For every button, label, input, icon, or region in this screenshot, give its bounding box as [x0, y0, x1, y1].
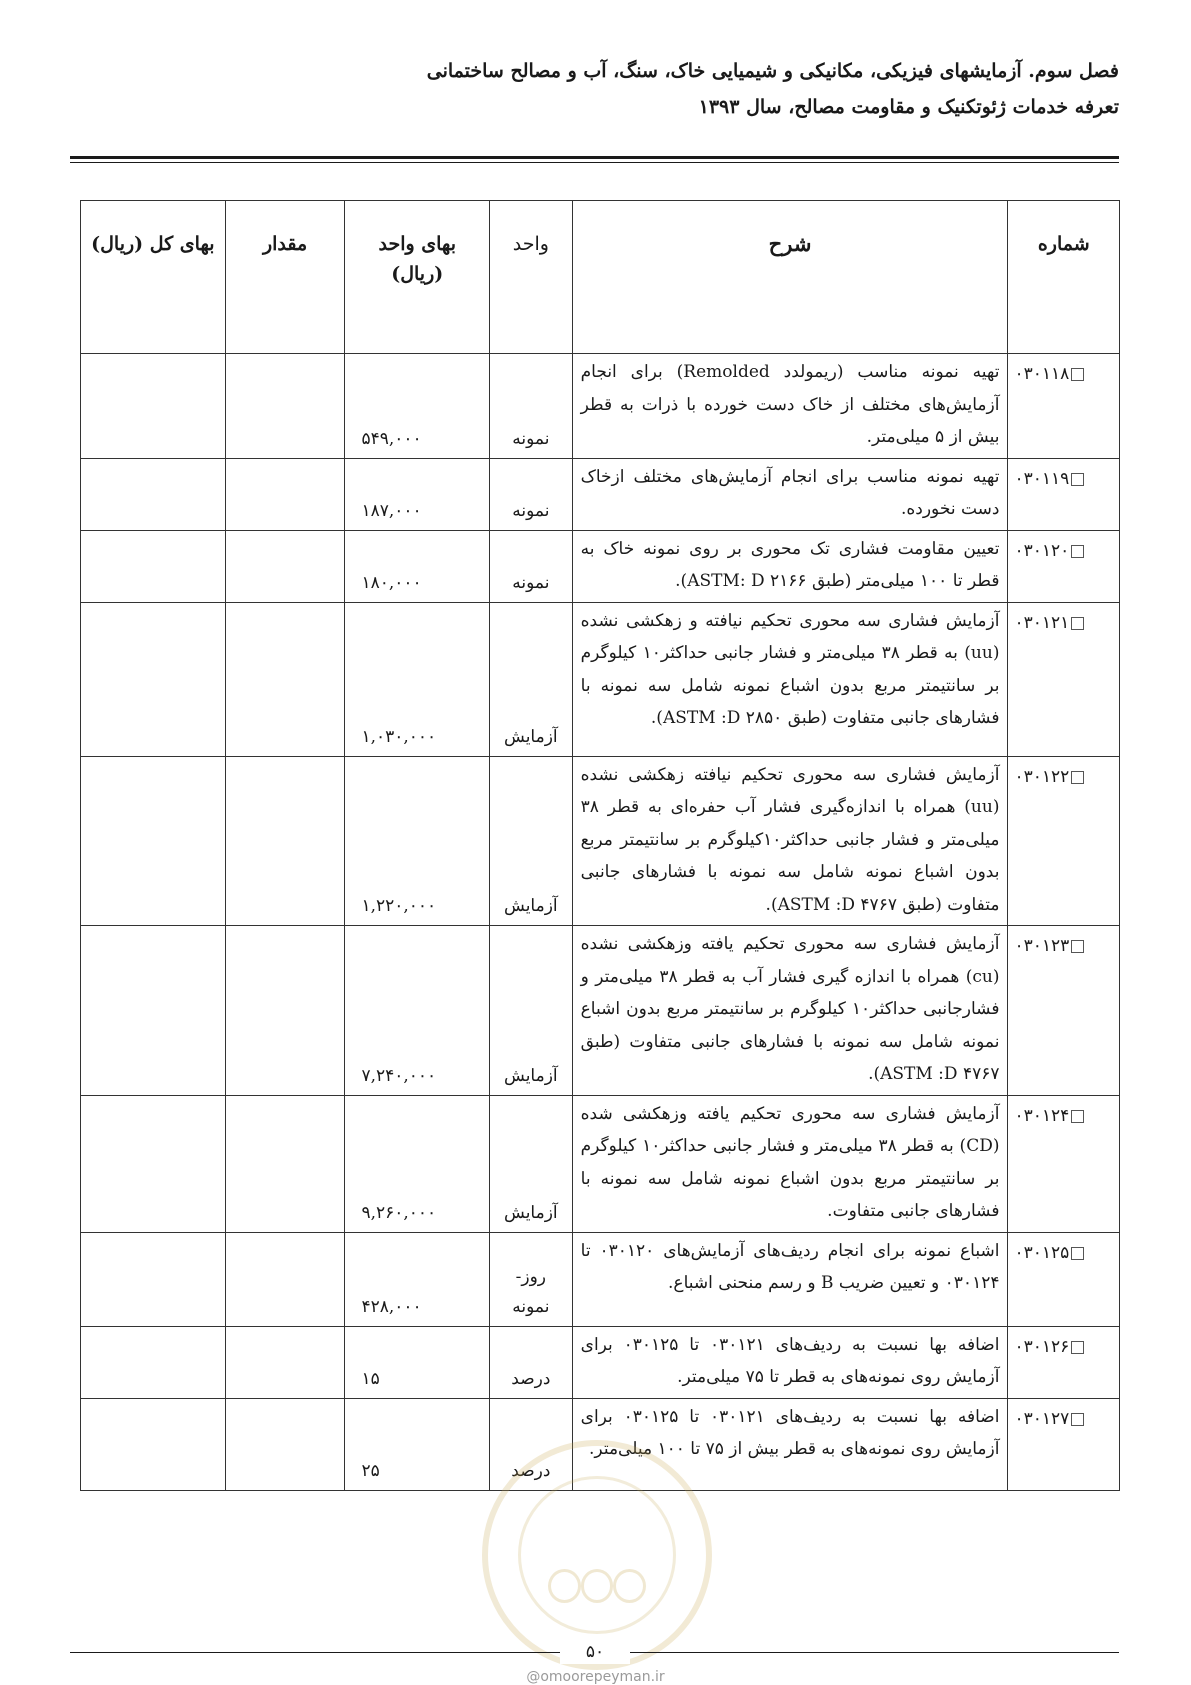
table-row: [81, 1232, 1120, 1326]
row-unit: آزمایش: [490, 602, 573, 756]
table-row: [81, 1326, 1120, 1398]
row-unit: آزمایش: [490, 1095, 573, 1232]
header-description: شرح: [572, 201, 1008, 354]
row-number-text: ۰۳۰۱۱۹: [1014, 468, 1070, 489]
row-quantity: [225, 756, 345, 926]
header-total-price: بهای کل (ریال): [81, 201, 226, 354]
row-description: آزمایش فشاری سه محوری تحکیم نیافته و زهکشی نشده (uu) به قطر ۳۸ میلی‌متر و فشار جانبی حداکثر۱۰ کیلوگرم بر سانتیمتر مربع بدون اشباع نمونه شامل سه نمونه با فشارهای جانبی متفاوت (طبق ASTM :D ۲۸۵۰).: [572, 602, 1008, 756]
note-marker-icon: [1071, 940, 1084, 953]
row-unit-price: ۲۵: [345, 1398, 490, 1490]
row-description: اشباع نمونه برای انجام ردیف‌های آزمایش‌های ۰۳۰۱۲۰ تا ۰۳۰۱۲۴ و تعیین ضریب B و رسم منحنی اشباع.: [572, 1232, 1008, 1326]
note-marker-icon: [1071, 1341, 1084, 1354]
row-number: [1008, 354, 1120, 459]
row-total-price: [81, 1095, 226, 1232]
row-number-text: ۰۳۰۱۲۱: [1014, 612, 1070, 633]
row-unit: درصد: [490, 1398, 573, 1490]
row-total-price: [81, 602, 226, 756]
at-icon: @: [526, 1669, 541, 1685]
row-quantity: [225, 926, 345, 1096]
table-row: [81, 926, 1120, 1096]
row-quantity: [225, 458, 345, 530]
row-unit: نمونه: [490, 458, 573, 530]
row-number: [1008, 1095, 1120, 1232]
header-number: شماره: [1008, 201, 1120, 354]
row-total-price: [81, 926, 226, 1096]
row-unit-price: ۱,۰۳۰,۰۰۰: [345, 602, 490, 756]
seal-inner-ring: [518, 1476, 676, 1634]
note-marker-icon: [1071, 617, 1084, 630]
watermark-text: omoorepeyman.ir: [540, 1669, 665, 1685]
page-number: ۵۰: [560, 1640, 630, 1664]
row-number-text: ۰۳۰۱۲۶: [1014, 1336, 1070, 1357]
table-row: [81, 756, 1120, 926]
row-number-text: ۰۳۰۱۲۳: [1014, 936, 1070, 956]
row-description: تهیه نمونه مناسب (ریمولدد Remolded) برای انجام آزمایش‌های مختلف از خاک دست خورده با ذرات به قطر بیش از ۵ میلی‌متر.: [572, 354, 1008, 459]
row-unit-price: ۵۴۹,۰۰۰: [345, 354, 490, 459]
row-unit-price: ۱۵: [345, 1326, 490, 1398]
note-marker-icon: [1071, 368, 1084, 381]
page-header: [72, 58, 1119, 120]
row-number-text: ۰۳۰۱۲۵: [1014, 1242, 1070, 1263]
document-title: تعرفه خدمات ژئوتکنیک و مقاومت مصالح، سال ۱۳۹۳: [698, 96, 1119, 118]
row-quantity: [225, 354, 345, 459]
row-description: اضافه بها نسبت به ردیف‌های ۰۳۰۱۲۱ تا ۰۳۰۱۲۵ برای آزمایش روی نمونه‌های به قطر بیش از ۷۵ تا ۱۰۰ میلی‌متر.: [572, 1398, 1008, 1490]
row-unit: درصد: [490, 1326, 573, 1398]
row-unit: نمونه: [490, 354, 573, 459]
row-total-price: [81, 1398, 226, 1490]
row-total-price: [81, 354, 226, 459]
row-unit-price: ۹,۲۶۰,۰۰۰: [345, 1095, 490, 1232]
row-description: تهیه نمونه مناسب برای انجام آزمایش‌های مختلف ازخاک دست نخورده.: [572, 458, 1008, 530]
row-description: تعیین مقاومت فشاری تک محوری بر روی نمونه خاک به قطر تا ۱۰۰ میلی‌متر (طبق ASTM: D ۲۱۶۶).: [572, 530, 1008, 602]
row-quantity: [225, 1398, 345, 1490]
header-unit-price: بهای واحد (ریال): [345, 201, 490, 354]
row-number: [1008, 1326, 1120, 1398]
row-quantity: [225, 1095, 345, 1232]
note-marker-icon: [1071, 771, 1084, 784]
row-number-text: ۰۳۰۱۲۴: [1014, 1105, 1070, 1126]
table-row: [81, 354, 1120, 459]
row-description: آزمایش فشاری سه محوری تحکیم نیافته زهکشی نشده (uu) همراه با اندازه‌گیری فشار آب حفره‌ای به قطر ۳۸ میلی‌متر و فشار جانبی حداکثر۱۰کیلوگرم بر سانتیمتر مربع بدون اشباع نمونه شامل سه نمونه با فشارهای جانبی متفاوت (طبق ASTM :D ۴۷۶۷).: [572, 756, 1008, 926]
table-row: [81, 1095, 1120, 1232]
site-watermark: [0, 1670, 1191, 1684]
row-unit-price: ۴۲۸,۰۰۰: [345, 1232, 490, 1326]
note-marker-icon: [1071, 473, 1084, 486]
header-rule-thick: [70, 156, 1119, 159]
note-marker-icon: [1071, 1110, 1084, 1123]
table-header-row: [81, 201, 1120, 354]
seal-emblems: [548, 1569, 646, 1609]
row-number: [1008, 1232, 1120, 1326]
row-unit: روز- نمونه: [490, 1232, 573, 1326]
row-unit-price: ۷,۲۴۰,۰۰۰: [345, 926, 490, 1096]
row-total-price: [81, 530, 226, 602]
row-number-text: ۰۳۰۱۱۸: [1014, 364, 1070, 384]
row-number-text: ۰۳۰۱۲۰: [1014, 540, 1070, 561]
note-marker-icon: [1071, 1247, 1084, 1260]
header-rule-thin: [70, 162, 1119, 163]
row-number: [1008, 756, 1120, 926]
row-quantity: [225, 1232, 345, 1326]
table-row: [81, 458, 1120, 530]
row-unit: آزمایش: [490, 926, 573, 1096]
row-total-price: [81, 458, 226, 530]
row-description: اضافه بها نسبت به ردیف‌های ۰۳۰۱۲۱ تا ۰۳۰۱۲۵ برای آزمایش روی نمونه‌های به قطر تا ۷۵ میلی‌متر.: [572, 1326, 1008, 1398]
row-unit-price: ۱۸۷,۰۰۰: [345, 458, 490, 530]
header-quantity: مقدار: [225, 201, 345, 354]
row-unit: نمونه: [490, 530, 573, 602]
note-marker-icon: [1071, 545, 1084, 558]
row-unit-price: ۱۸۰,۰۰۰: [345, 530, 490, 602]
watermark-seal-logo: [482, 1440, 712, 1670]
header-unit: واحد: [490, 201, 573, 354]
row-total-price: [81, 1326, 226, 1398]
row-quantity: [225, 602, 345, 756]
note-marker-icon: [1071, 1413, 1084, 1426]
row-total-price: [81, 756, 226, 926]
row-number: [1008, 926, 1120, 1096]
row-unit: آزمایش: [490, 756, 573, 926]
row-total-price: [81, 1232, 226, 1326]
row-number-text: ۰۳۰۱۲۷: [1014, 1408, 1070, 1429]
row-quantity: [225, 530, 345, 602]
price-table: [80, 200, 1120, 1491]
chapter-title: فصل سوم. آزمایشهای فیزیکی، مکانیکی و شیمیایی خاک، سنگ، آب و مصالح ساختمانی: [426, 60, 1119, 82]
table-row: [81, 530, 1120, 602]
row-quantity: [225, 1326, 345, 1398]
row-number: [1008, 1398, 1120, 1490]
row-number: [1008, 530, 1120, 602]
row-number: [1008, 458, 1120, 530]
row-number-text: ۰۳۰۱۲۲: [1014, 766, 1070, 787]
row-unit-price: ۱,۲۲۰,۰۰۰: [345, 756, 490, 926]
table-row: [81, 602, 1120, 756]
row-description: آزمایش فشاری سه محوری تحکیم یافته وزهکشی شده (CD) به قطر ۳۸ میلی‌متر و فشار جانبی حداکثر۱۰ کیلوگرم بر سانتیمتر مربع بدون اشباع نمونه شامل سه نمونه با فشارهای جانبی متفاوت.: [572, 1095, 1008, 1232]
row-number: [1008, 602, 1120, 756]
row-description: آزمایش فشاری سه محوری تحکیم یافته وزهکشی نشده (cu) همراه با اندازه گیری فشار آب به قطر ۳۸ میلی‌متر و فشارجانبی حداکثر۱۰ کیلوگرم بر سانتیمتر مربع بدون اشباع نمونه شامل سه نمونه با فشارهای جانبی متفاوت (طبق ASTM :D ۴۷۶۷).: [572, 926, 1008, 1096]
